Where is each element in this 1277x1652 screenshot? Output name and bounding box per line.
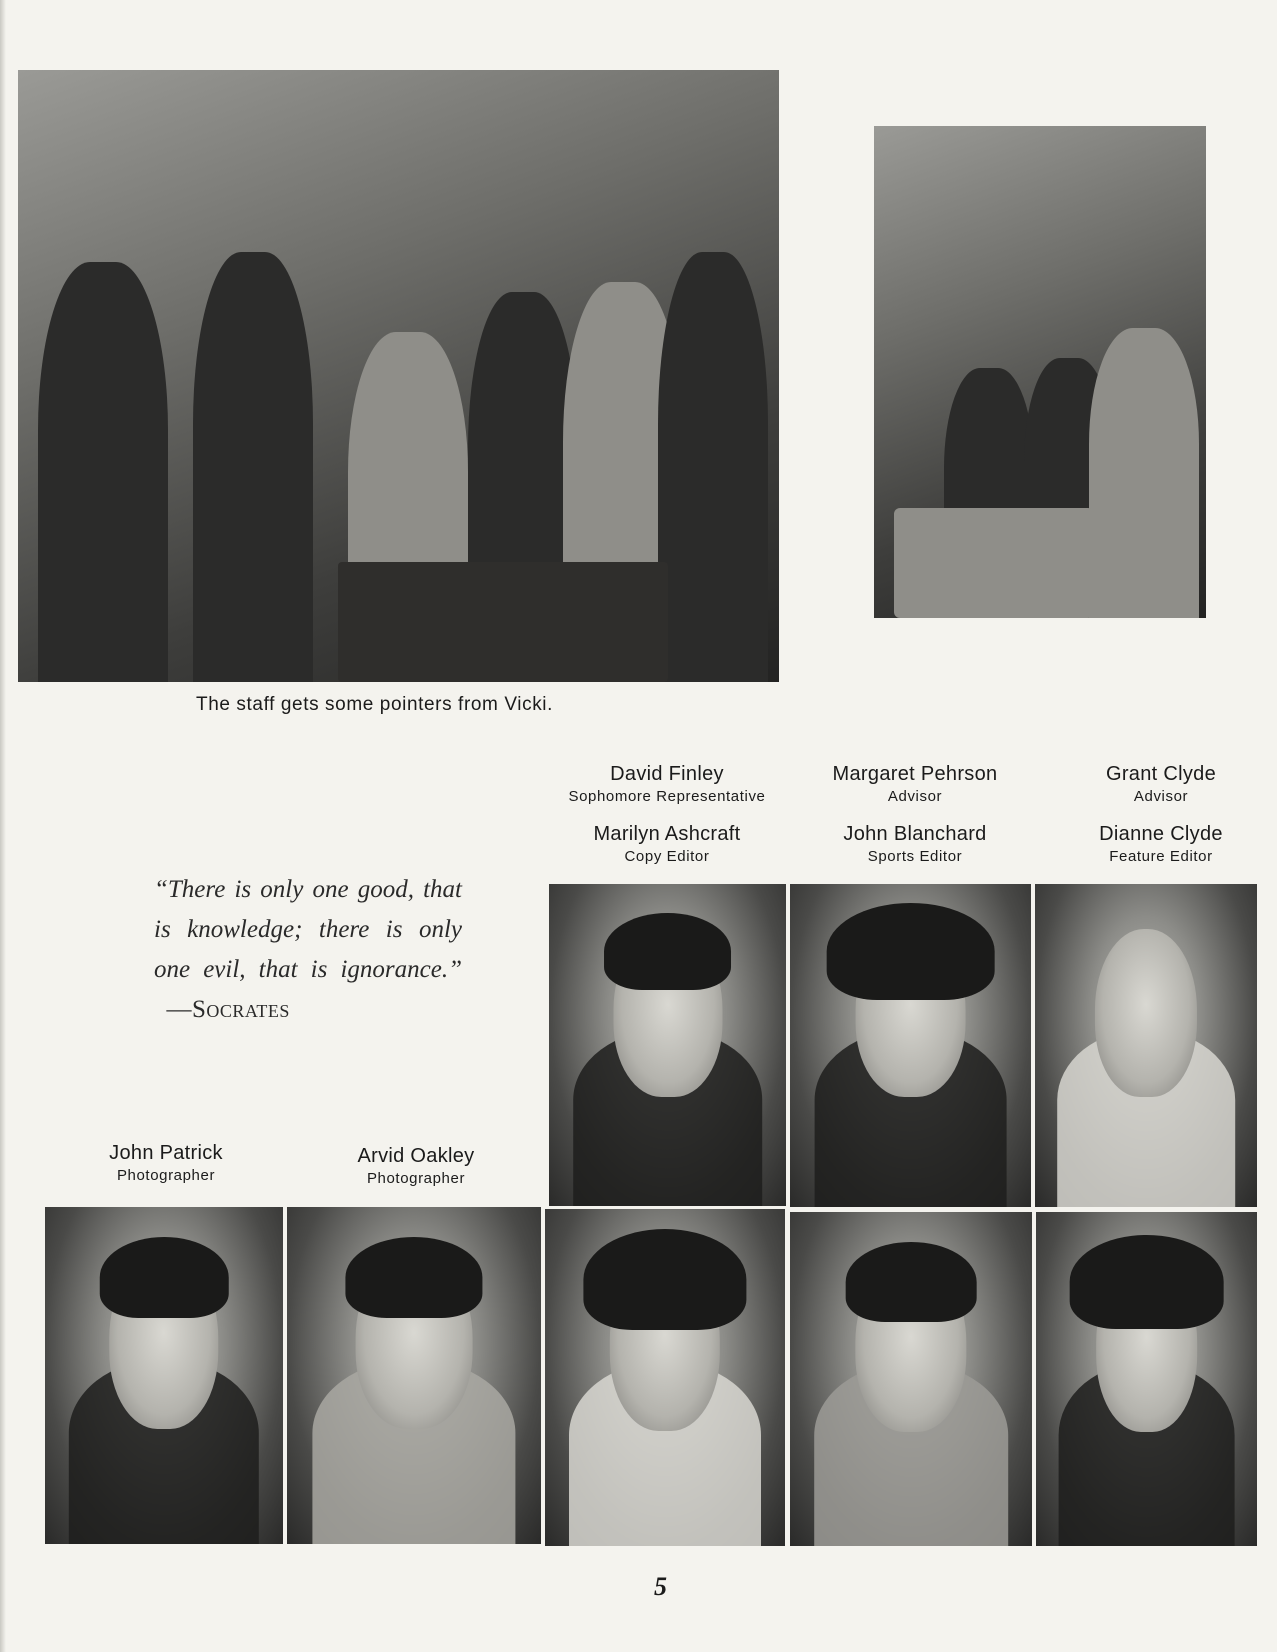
staff-label-arvid-oakley (320, 1145, 512, 1187)
staff-role: Advisor (1133, 788, 1189, 805)
staff-role: Sophomore Representative (568, 788, 766, 805)
staff-label-margaret-pehrson (797, 763, 1033, 805)
side-photo-staff-working (874, 126, 1206, 618)
staff-name: Margaret Pehrson (832, 763, 998, 785)
portrait-arvid-oakley (287, 1207, 541, 1544)
staff-name: John Blanchard (843, 823, 987, 845)
portrait-david-finley (549, 884, 786, 1206)
staff-label-john-blanchard (797, 823, 1033, 865)
staff-label-marilyn-ashcraft (547, 823, 787, 865)
staff-name: Dianne Clyde (1099, 823, 1223, 845)
staff-name: Arvid Oakley (357, 1145, 475, 1167)
staff-label-dianne-clyde (1065, 823, 1257, 865)
staff-name: David Finley (610, 763, 724, 785)
staff-name: Grant Clyde (1105, 763, 1216, 785)
portrait-grant-clyde (1035, 884, 1257, 1207)
staff-role: Copy Editor (624, 848, 710, 865)
portrait-marilyn-ashcraft (545, 1209, 785, 1546)
staff-role: Feature Editor (1109, 848, 1213, 865)
page-number: 5 (654, 1572, 667, 1601)
staff-label-john-patrick (70, 1142, 262, 1184)
staff-role: Sports Editor (867, 848, 963, 865)
staff-name: John Patrick (109, 1142, 223, 1164)
portrait-john-patrick (45, 1207, 283, 1544)
staff-role: Photographer (366, 1170, 466, 1187)
staff-label-grant-clyde (1065, 763, 1257, 805)
staff-label-david-finley (547, 763, 787, 805)
staff-name: Marilyn Ashcraft (593, 823, 741, 845)
portrait-margaret-pehrson (790, 884, 1031, 1207)
portrait-john-blanchard (790, 1212, 1032, 1546)
page-binding-edge (0, 0, 6, 1652)
staff-role: Advisor (887, 788, 943, 805)
portrait-dianne-clyde (1036, 1212, 1257, 1546)
quote-text: “There is only one good, that is knowledge; there is only one evil, that is ignorance.” (154, 876, 462, 983)
staff-role: Photographer (116, 1167, 216, 1184)
quote-attribution: —Socrates (166, 996, 290, 1023)
socrates-quote (154, 870, 462, 1030)
staff-group-photo (18, 70, 779, 682)
group-photo-caption: The staff gets some pointers from Vicki. (196, 694, 553, 715)
